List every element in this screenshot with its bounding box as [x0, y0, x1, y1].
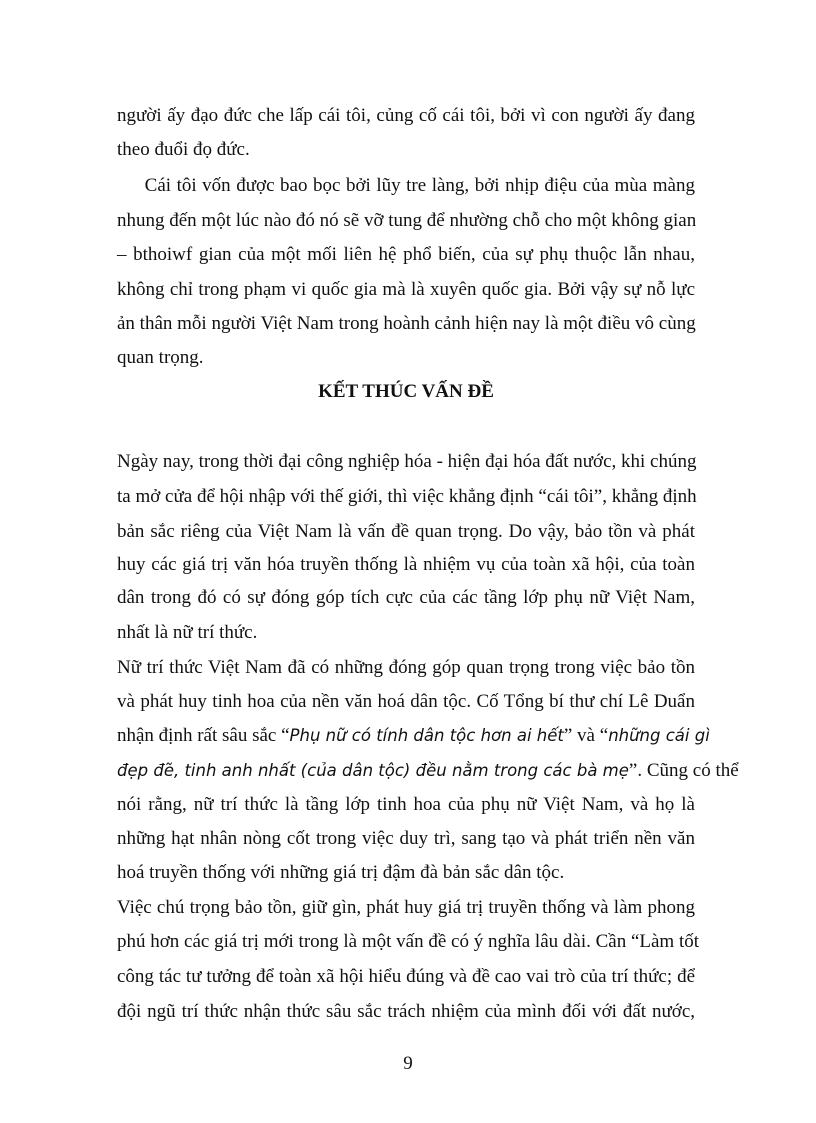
- text-line: huy các giá trị văn hóa truyền thống là nhiệm vụ của toàn xã hội, của toàn: [117, 554, 695, 575]
- text-line: Việc chú trọng bảo tồn, giữ gìn, phát huy giá trị truyền thống và làm phong: [117, 897, 695, 918]
- text-line: Ngày nay, trong thời đại công nghiệp hóa - hiện đại hóa đất nước, khi chúng: [117, 451, 697, 472]
- text-line: Nữ trí thức Việt Nam đã có những đóng góp quan trọng trong việc bảo tồn: [117, 657, 695, 678]
- text-line: phú hơn các giá trị mới trong là một vấn đề có ý nghĩa lâu dài. Cần “Làm tốt: [117, 931, 700, 952]
- text-line: và phát huy tinh hoa của nền văn hoá dân tộc. Cố Tổng bí thư chí Lê Duẩn: [117, 691, 695, 712]
- quote-post: ”. Cũng có thể: [628, 760, 739, 781]
- quote-italic-2a: những cái gì: [608, 726, 710, 745]
- quote-line: [117, 759, 739, 783]
- section-heading: KẾT THÚC VẤN ĐỀ: [318, 381, 494, 402]
- quote-pre: nhận định rất sâu sắc “: [117, 725, 290, 746]
- text-line: người ấy đạo đức che lấp cái tôi, củng cố cái tôi, bởi vì con người ấy đang: [117, 105, 695, 126]
- text-line: hoá truyền thống với những giá trị đậm đà bản sắc dân tộc.: [117, 862, 565, 883]
- text-line: ản thân mỗi người Việt Nam trong hoành cảnh hiện nay là một điều vô cùng: [117, 313, 696, 334]
- text-line: không chỉ trong phạm vi quốc gia mà là xuyên quốc gia. Bởi vậy sự nỗ lực: [117, 279, 695, 300]
- text-line: nhất là nữ trí thức.: [117, 622, 258, 643]
- text-line: – bthoiwf gian của một mối liên hệ phổ biến, của sự phụ thuộc lẫn nhau,: [117, 244, 695, 265]
- text-line: bản sắc riêng của Việt Nam là vấn đề quan trọng. Do vậy, bảo tồn và phát: [117, 521, 695, 542]
- text-line: nói rằng, nữ trí thức là tầng lớp tinh hoa của phụ nữ Việt Nam, và họ là: [117, 794, 695, 815]
- quote-italic-2b: đẹp đẽ, tinh anh nhất (của dân tộc) đều nằm trong các bà mẹ: [117, 761, 629, 780]
- quote-line: [117, 724, 710, 748]
- text-line: công tác tư tưởng để toàn xã hội hiểu đúng và đề cao vai trò của trí thức; để: [117, 966, 695, 987]
- quote-italic-1: Phụ nữ có tính dân tộc hơn ai hết: [289, 726, 564, 745]
- text-line: ta mở cửa để hội nhập với thế giới, thì việc khẳng định “cái tôi”, khẳng định: [117, 486, 697, 507]
- text-line: nhung đến một lúc nào đó nó sẽ vỡ tung để nhường chỗ cho một không gian: [117, 210, 697, 231]
- text-line: quan trọng.: [117, 347, 204, 368]
- text-line: những hạt nhân nòng cốt trong việc duy trì, sang tạo và phát triển nền văn: [117, 828, 695, 849]
- text-line: đội ngũ trí thức nhận thức sâu sắc trách nhiệm của mình đối với đất nước,: [117, 1001, 695, 1022]
- quote-mid: ” và “: [563, 725, 609, 746]
- text-line: dân trong đó có sự đóng góp tích cực của các tầng lớp phụ nữ Việt Nam,: [117, 587, 695, 608]
- text-line: Cái tôi vốn được bao bọc bởi lũy tre làng, bởi nhịp điệu của mùa màng: [117, 175, 695, 196]
- page-number: 9: [403, 1053, 413, 1074]
- text-line: theo đuổi đọ đức.: [117, 139, 250, 160]
